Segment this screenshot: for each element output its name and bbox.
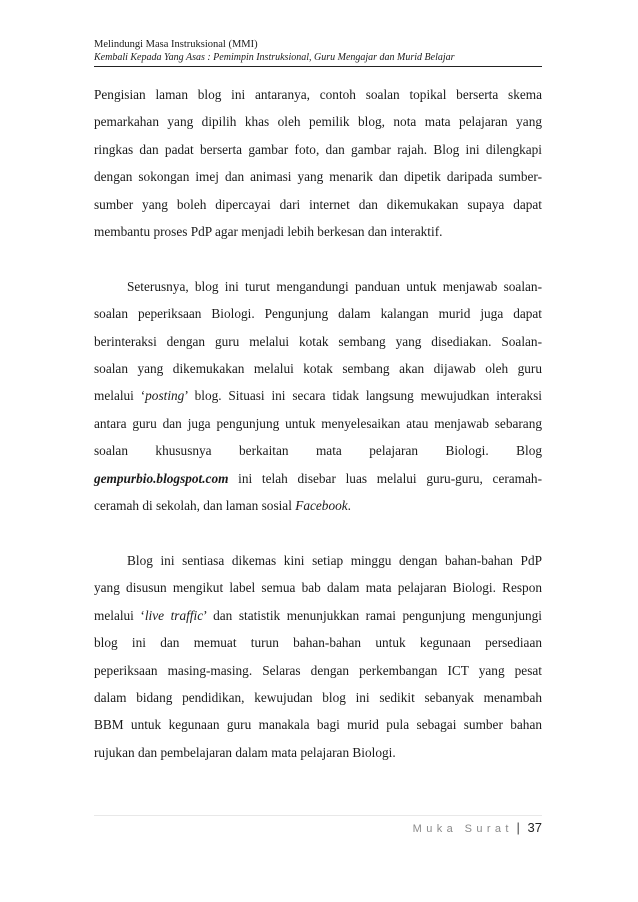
text-line bbox=[94, 382, 542, 409]
text-line: soalan khususnya berkaitan mata pelajaran Biologi. Blog bbox=[94, 443, 542, 459]
page-label: Muka Surat bbox=[412, 823, 513, 835]
document-body bbox=[94, 81, 542, 766]
text-line: soalan yang dikemukakan melalui kotak sembang akan dijawab oleh guru bbox=[94, 361, 542, 377]
header-title: Melindungi Masa Instruksional (MMI) bbox=[94, 39, 258, 50]
footer-divider bbox=[94, 815, 542, 816]
text-line: ringkas dan padat berserta gambar foto, dan gambar rajah. Blog ini dilengkapi bbox=[94, 141, 542, 157]
paragraph-3 bbox=[94, 547, 542, 766]
text-line: blog ini dan memuat turun bahan-bahan untuk kegunaan persediaan bbox=[94, 635, 542, 651]
running-header bbox=[94, 38, 542, 67]
text-line: Seterusnya, blog ini turut mengandungi panduan untuk menjawab soalan- bbox=[127, 278, 542, 294]
text-line: antara guru dan juga pengunjung untuk menyelesaikan atau menjawab sebarang bbox=[94, 415, 542, 431]
text-line bbox=[94, 492, 542, 519]
text-line bbox=[94, 465, 542, 492]
text-line: Blog ini sentiasa dikemas kini setiap minggu dengan bahan-bahan PdP bbox=[127, 552, 542, 568]
text-line: sumber yang boleh dipercayai dari internet dan dikemukakan supaya dapat bbox=[94, 196, 542, 212]
text-line: soalan peperiksaan Biologi. Pengunjung dalam kalangan murid juga dapat bbox=[94, 306, 542, 322]
text-line: berinteraksi dengan guru melalui kotak sembang yang disediakan. Soalan- bbox=[94, 333, 542, 349]
blog-url-text: gempurbio.blogspot.com bbox=[94, 470, 229, 486]
page-number: 37 bbox=[527, 820, 542, 835]
page-footer bbox=[413, 819, 542, 838]
text-run: melalui ‘ bbox=[94, 607, 145, 623]
text-run: ceramah di sekolah, dan laman sosial bbox=[94, 498, 296, 514]
footer-separator: | bbox=[516, 820, 520, 835]
text-line: dalam bidang pendidikan, kewujudan blog ini sedikit sebanyak menambah bbox=[94, 689, 542, 705]
text-line: BBM untuk kegunaan guru manakala bagi murid pula sebagai sumber bahan bbox=[94, 717, 542, 733]
text-line: peperiksaan masing-masing. Selaras dengan perkembangan ICT yang pesat bbox=[94, 662, 542, 678]
header-subtitle: Kembali Kepada Yang Asas : Pemimpin Instruksional, Guru Mengajar dan Murid Belajar bbox=[94, 52, 455, 63]
text-line bbox=[94, 602, 542, 629]
text-run: . bbox=[347, 498, 351, 514]
text-line: dengan sokongan imej dan animasi yang menarik dan dipetik daripada sumber- bbox=[94, 169, 542, 185]
text-line: membantu proses PdP agar menjadi lebih berkesan dan interaktif. bbox=[94, 224, 443, 240]
paragraph-2 bbox=[94, 273, 542, 520]
text-line: Pengisian laman blog ini antaranya, contoh soalan topikal berserta skema bbox=[94, 87, 542, 102]
paragraph-1 bbox=[94, 81, 542, 245]
emphasis-text: Facebook bbox=[295, 498, 348, 514]
text-line: yang disusun mengikut label semua bab dalam mata pelajaran Biologi. Respon bbox=[94, 580, 542, 596]
text-run: melalui ‘ bbox=[94, 388, 146, 404]
text-run: ’ dan statistik menunjukkan ramai pengunjung mengunjungi bbox=[203, 607, 542, 623]
text-line: pemarkahan yang dipilih khas oleh pemilik blog, nota mata pelajaran yang bbox=[94, 114, 542, 130]
text-run: ini telah disebar luas melalui guru-guru, ceramah- bbox=[228, 470, 542, 486]
emphasis-text: posting bbox=[145, 388, 185, 404]
text-line: rujukan dan pembelajaran dalam mata pelajaran Biologi. bbox=[94, 744, 396, 760]
text-run: ’ blog. Situasi ini secara tidak langsung mewujudkan interaksi bbox=[184, 388, 542, 404]
emphasis-text: live traffic bbox=[144, 607, 204, 623]
